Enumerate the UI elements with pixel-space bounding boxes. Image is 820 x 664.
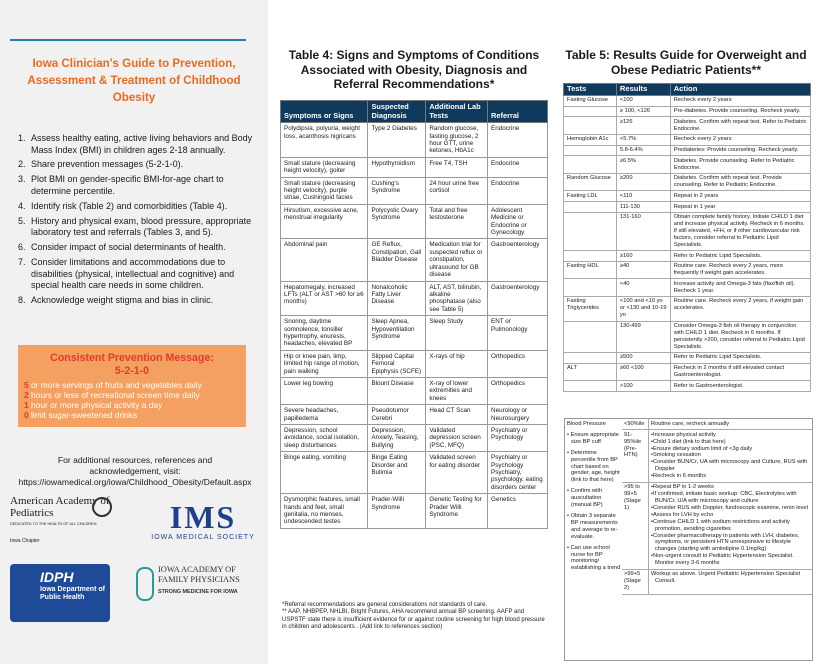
table5-cell: Diabetes. Confirm with repeat test. Refer to Pediatric Endocrine. xyxy=(670,117,810,135)
table-row xyxy=(281,350,548,377)
table5-cell: 130-499 xyxy=(616,321,670,352)
table5-header-row xyxy=(564,84,811,96)
table5-cell: Routine care. Recheck every 2 years, more frequently if weight gain accelerates. xyxy=(670,261,810,279)
table5-cell: Fasting LDL xyxy=(564,191,617,202)
table5 xyxy=(563,83,811,392)
iafp-logo-tagline: STRONG MEDICINE FOR IOWA xyxy=(158,589,238,595)
table4-cell: Hepatomegaly, increased LFTs (ALT or AST >60 for ≥6 months) xyxy=(281,281,368,316)
table-row xyxy=(564,202,811,213)
step-number: 8. xyxy=(18,295,26,306)
table4-cell: Snoring, daytime somnolence, tonsiller hypertrophy, enuresis, headaches, elevated BP xyxy=(281,316,368,351)
table5-cell: Repeat in 1 year xyxy=(670,202,810,213)
table5-cell xyxy=(564,145,617,156)
table4-cell: Small stature (decreasing height velocity), goiter xyxy=(281,157,368,177)
table4-cell: GE Reflux, Constipation, Gall Bladder Disease xyxy=(368,239,426,281)
table-row xyxy=(564,352,811,363)
step-text: Assess healthy eating, active living behaviors and Body Mass Index (BMI) in children ages 2-18 annually. xyxy=(31,133,253,155)
table4-header-cell: Additional Lab Tests xyxy=(426,101,488,123)
table4-header-cell: Suspected Diagnosis xyxy=(368,101,426,123)
table4-cell: Psychiatry or Psychology xyxy=(488,425,548,452)
table4-cell: Prader-Willi Syndrome xyxy=(368,494,426,529)
bp-label: Blood Pressure xyxy=(567,421,606,427)
idph-logo xyxy=(10,560,112,624)
table4-cell: Abdominal pain xyxy=(281,239,368,281)
table5-cell: Pre-diabetes. Provide counseling. Recheck yearly. xyxy=(670,106,810,117)
table5-cell: Diabetes. Confirm with repeat test. Provide counseling. Refer to Pediatric Endocrine. xyxy=(670,173,810,191)
bp-row xyxy=(622,483,813,570)
table5-cell: Obtain complete family history. Initiate CHILD 1 diet and increase physical activity. Recheck in 6 months. If still elevated, +FH, or if other cardiovascular risk factors, consider referral to Pediatric Lipid Specialists. xyxy=(670,212,810,250)
table4-cell: ENT or Pulmonology xyxy=(488,316,548,351)
aap-logo xyxy=(10,495,130,544)
table5-cell: ≥160 xyxy=(616,251,670,262)
prevention-text: or more servings of fruits and vegetables daily xyxy=(28,380,202,390)
step-item xyxy=(18,174,258,197)
table4-cell: Nonalcoholic Fatty Liver Disease xyxy=(368,281,426,316)
table4-cell: Depression, Anxiety, Teasing, Bullying xyxy=(368,425,426,452)
bp-actions xyxy=(648,483,813,569)
bp-row xyxy=(622,570,813,595)
table5-cell: Diabetes. Provide counseling. Refer to Pediatric Endocrine. xyxy=(670,156,810,174)
prevention-number: 5 xyxy=(24,380,29,390)
resources-block xyxy=(10,455,260,488)
table4-header-cell: Referral xyxy=(488,101,548,123)
bp-action: •Consider pharmacotherapy in patients with LVH, diabetes, symptoms, or persistent HTN unresponsive to lifestyle changes (starting with amlodipine 0.1mg/kg) xyxy=(651,532,800,553)
bp-notes xyxy=(567,432,621,572)
guide-title: Iowa Clinician's Guide to Prevention, Assessment & Treatment of Childhood Obesity xyxy=(27,57,241,104)
table4-cell: Free T4, TSH xyxy=(426,157,488,177)
table5-cell: Recheck every 2 years xyxy=(670,95,810,106)
table4-cell: Total and free testosterone xyxy=(426,204,488,239)
table4-cell: Head CT Scan xyxy=(426,405,488,425)
table5-cell: Increase activity and Omega-3 fats (flax/fish oil). Recheck 1 year. xyxy=(670,279,810,297)
table5-cell xyxy=(564,156,617,174)
table-row xyxy=(564,297,811,322)
table5-cell: >100 xyxy=(616,381,670,392)
table4-cell: Cushing's Syndrome xyxy=(368,177,426,204)
step-number: 1. xyxy=(18,133,26,143)
table5-cell: 131-160 xyxy=(616,212,670,250)
step-item xyxy=(18,257,258,292)
table-row xyxy=(281,157,548,177)
table4-cell: Orthopedics xyxy=(488,350,548,377)
step-item xyxy=(18,201,258,213)
ims-logo-name: IOWA MEDICAL SOCIETY xyxy=(151,534,255,541)
table4-cell: Gastroenterology xyxy=(488,239,548,281)
caduceus-icon xyxy=(136,567,154,601)
prevention-text: hour or more physical activity a day xyxy=(28,400,163,410)
bp-action: •Recheck in 6 months xyxy=(651,473,707,480)
table4-cell: X-rays of hip xyxy=(426,350,488,377)
bp-note: • Ensure appropriate size BP cuff xyxy=(567,431,619,445)
table4-cell: Neurology or Neurosurgery xyxy=(488,405,548,425)
prevention-text: hours or less of recreational screen time daily xyxy=(28,390,200,400)
table4-cell: Validated depression screen (PSC, MFQ) xyxy=(426,425,488,452)
table4-cell: Type 2 Diabetes xyxy=(368,123,426,158)
table-row xyxy=(564,134,811,145)
table4-cell: Endocrine xyxy=(488,177,548,204)
aap-seal-icon xyxy=(92,497,112,517)
prevention-message-box xyxy=(18,345,246,427)
table-row xyxy=(564,173,811,191)
step-text: Consider impact of social determinants of health. xyxy=(31,242,226,253)
table4-cell: Severe headaches, papilledema xyxy=(281,405,368,425)
table5-cell xyxy=(564,321,617,352)
step-number: 2. xyxy=(18,159,26,170)
table5-cell: Prediabetes: Provide counseling. Recheck yearly. xyxy=(670,145,810,156)
table4-cell: Slipped Capital Femoral Epiphysis (SCFE) xyxy=(368,350,426,377)
table5-cell: <5.7% xyxy=(616,134,670,145)
table4-cell: Gastroenterology xyxy=(488,281,548,316)
ims-logo xyxy=(148,500,258,541)
table-row xyxy=(281,281,548,316)
table-row xyxy=(564,156,811,174)
bp-action: •Child 1 diet (link to that here) xyxy=(651,438,726,445)
table5-cell: ≥500 xyxy=(616,352,670,363)
table-row xyxy=(564,95,811,106)
table5-cell: <110 xyxy=(616,191,670,202)
bp-note: • Obtain 3 separate BP measurements and average to re-evaluate. xyxy=(567,512,618,540)
prevention-message-rows xyxy=(24,380,240,420)
bp-action: •Consider RUS with Doppler, fundoscopic examine, renin level xyxy=(651,504,808,511)
table-row xyxy=(564,191,811,202)
table5-cell xyxy=(564,117,617,135)
bp-result: >95 to 99+5 (Stage 1) xyxy=(624,484,641,511)
table-row xyxy=(564,363,811,381)
step-item xyxy=(18,216,258,239)
table4-cell: Psychiatry or Psychology Psychiatry, psychology, eating disorders center xyxy=(488,452,548,494)
table-row xyxy=(281,177,548,204)
table4-cell: Sleep Study xyxy=(426,316,488,351)
table5-cell: ≥6.5% xyxy=(616,156,670,174)
bp-result: >99+5 (Stage 2) xyxy=(624,571,641,592)
resources-line2: acknowledgement, visit: xyxy=(89,466,181,476)
partner-logos xyxy=(8,495,263,660)
table4-cell: Adolescent Medicine or Endocrine or Gynecology xyxy=(488,204,548,239)
bp-action: •Continue CHILD 1 with sodium restrictions and activity promotion, avoiding cigarettes xyxy=(651,518,790,532)
table5-cell: Recheck every 2 years xyxy=(670,134,810,145)
table4-header-cell: Symptoms or Signs xyxy=(281,101,368,123)
step-item xyxy=(18,242,258,254)
table-row xyxy=(281,239,548,281)
prevention-number: 1 xyxy=(24,400,29,410)
table5-header-cell: Tests xyxy=(564,84,617,96)
bp-action: Workup as above. Urgent Pediatric Hypertension Specialist Consult. xyxy=(651,571,801,585)
bp-note: • Confirm with auscultation (manual BP) xyxy=(567,488,603,509)
bp-action: Routine care, recheck annually xyxy=(651,420,730,427)
bp-action: •Consider BUN/Cr, UA with microscopy and Culture, RUS with Doppler xyxy=(651,459,808,473)
table5-cell: Fasting Triglycerides xyxy=(564,297,617,322)
table4-title: Table 4: Signs and Symptoms of Conditions Associated with Obesity, Diagnosis and Referral Recommendations* xyxy=(288,48,540,91)
bp-actions xyxy=(648,570,813,594)
table-row xyxy=(564,251,811,262)
step-number: 6. xyxy=(18,242,26,253)
step-number: 5. xyxy=(18,215,26,226)
bp-result: 91-95%ile (Pre-HTN) xyxy=(624,431,642,459)
aap-logo-name: American Academy of Pediatrics xyxy=(10,495,110,519)
table-row xyxy=(564,212,811,250)
step-text: Share prevention messages (5-2-1-0). xyxy=(31,159,184,170)
top-divider xyxy=(10,39,246,41)
table5-cell: ≥200 xyxy=(616,173,670,191)
table5-cell xyxy=(564,212,617,250)
prevention-row xyxy=(24,390,240,400)
resources-link[interactable]: https://iowamedical.org/iowa/Childhood_Obesity/Default.aspx xyxy=(18,477,252,487)
table5-cell: ≥40 xyxy=(616,261,670,279)
table5-cell: Repeat in 2 years xyxy=(670,191,810,202)
table4-footnotes xyxy=(282,602,548,632)
bp-actions xyxy=(648,419,813,429)
bp-action: •Increase physical activity xyxy=(651,431,716,438)
table5-cell xyxy=(564,202,617,213)
table-row xyxy=(564,145,811,156)
table-row xyxy=(564,279,811,297)
table-row xyxy=(564,321,811,352)
table5-cell: Hemoglobin A1c xyxy=(564,134,617,145)
table-row xyxy=(281,405,548,425)
table5-cell: ≥126 xyxy=(616,117,670,135)
idph-logo-mark: IDPH xyxy=(40,569,74,585)
prevention-row xyxy=(24,380,240,390)
aap-logo-tagline: DEDICATED TO THE HEALTH OF ALL CHILDREN xyxy=(10,522,97,526)
step-item xyxy=(18,295,258,307)
bp-row xyxy=(622,419,813,430)
table4-cell: Validated screen for eating disorder xyxy=(426,452,488,494)
table4-cell: Dysmorphic features, small hands and feet, small genitalia, no menses, undescended testes xyxy=(281,494,368,529)
table5-cell xyxy=(564,106,617,117)
step-text: Acknowledge weight stigma and bias in clinic. xyxy=(31,295,214,306)
table4-cell: Lower leg bowing xyxy=(281,377,368,404)
ims-logo-mark: IMS xyxy=(169,499,237,535)
blood-pressure-section xyxy=(564,418,813,661)
table4-cell: Genetics xyxy=(488,494,548,529)
table4-footnote-1: *Referral recommendations are general considerations not standards of care. xyxy=(282,602,488,608)
bp-note: • Determine percentile from BP chart based on gender, age, height (link to that here) xyxy=(567,449,620,484)
table4-cell: Blount Disease xyxy=(368,377,426,404)
table4-cell: Endocrine xyxy=(488,123,548,158)
prevention-text: limit sugar-sweetened drinks xyxy=(28,410,138,420)
step-text: Plot BMI on gender-specific BMI-for-age chart to determine percentile. xyxy=(31,174,224,196)
bp-result: <90%ile xyxy=(624,420,645,427)
table4-cell: Endocrine xyxy=(488,157,548,177)
table4-header-row xyxy=(281,101,548,123)
table5-cell: Fasting Glucose xyxy=(564,95,617,106)
table5-title: Table 5: Results Guide for Overweight and Obese Pediatric Patients** xyxy=(565,48,807,77)
table4-cell: 24 hour urine free cortisol xyxy=(426,177,488,204)
table4-cell: Depression, school avoidance, social isolation, sleep disturbances xyxy=(281,425,368,452)
table5-cell: <40 xyxy=(616,279,670,297)
table5-cell: Refer to Pediatric Lipid Specialists. xyxy=(670,352,810,363)
step-text: Identify risk (Table 2) and comorbidities (Table 4). xyxy=(31,200,228,211)
bp-action: •If confirmed, initiate basic workup: CBC, Electrolytes with BUN/Cr, U/A with microscopy and culture xyxy=(651,491,797,505)
table4-cell: ALT, AST, bilirubin, alkaline phosphatase (also see Table 5) xyxy=(426,281,488,316)
table4-cell: Polydipsia, polyuria, weight loss, acanthosis nigricans xyxy=(281,123,368,158)
table5-cell: 5.8-6.4% xyxy=(616,145,670,156)
table4-footnote-2: ** AAP, NHBPEP, NHLBI, Bright Futures, AHA recommend annual BP screening. AAFP and USPSTF state there is insufficient evidence for or against routine screening for high blood pressure in children and adolescents . (Add link to references section) xyxy=(282,609,545,631)
table4-cell: Hip or knee pain, limp, limited hip range of motion, pain walking xyxy=(281,350,368,377)
table-row xyxy=(281,425,548,452)
table4-cell: Random glucose, fasting glucose, 2 hour GTT, urine ketones, HbA1c xyxy=(426,123,488,158)
step-item xyxy=(18,133,258,156)
table5-cell: Random Glucose xyxy=(564,173,617,191)
prevention-message-title: Consistent Prevention Message: xyxy=(50,352,214,364)
prevention-number: 2 xyxy=(24,390,29,400)
bp-action: •Repeat BP in 1-2 weeks xyxy=(651,484,714,491)
bp-action: •Ensure dietary sodium limit of <3g daily xyxy=(651,445,753,452)
table4-cell: X-ray of lower extremities and knees xyxy=(426,377,488,404)
table5-cell: Refer to Pediatric Lipid Specialists. xyxy=(670,251,810,262)
table5-cell xyxy=(564,251,617,262)
table-row xyxy=(564,117,811,135)
table-row xyxy=(281,377,548,404)
table4-cell: Polycystic Ovary Syndrome xyxy=(368,204,426,239)
table-row xyxy=(564,106,811,117)
table5-cell: ≥60 <100 xyxy=(616,363,670,381)
table5-cell xyxy=(564,279,617,297)
table5-cell: Consider Omega-3 fish oil therapy in conjunction with CHILD 1 diet. Recheck in 6 months. If persistently >200, consider referral to Pediatric Lipid Specialists. xyxy=(670,321,810,352)
table5-cell: Fasting HDL xyxy=(564,261,617,279)
bp-notes-column xyxy=(567,421,621,572)
prevention-row xyxy=(24,400,240,410)
aap-logo-chapter: Iowa Chapter xyxy=(10,538,40,544)
table4-cell: Sleep Apnea, Hypoventilation Syndrome xyxy=(368,316,426,351)
table5-cell: ALT xyxy=(564,363,617,381)
table5-cell: Recheck in 2 months if still elevated contact Gastroenterologist. xyxy=(670,363,810,381)
table5-header-cell: Results xyxy=(616,84,670,96)
table4-cell: Hirsutism, excessive acne, menstrual irregularity xyxy=(281,204,368,239)
table5-cell: Refer to Gastroenterologist. xyxy=(670,381,810,392)
resources-line1: For additional resources, references and xyxy=(57,455,213,465)
table4-cell: Genetic Testing for Prader Willi Syndrome xyxy=(426,494,488,529)
table-row xyxy=(281,316,548,351)
iafp-logo xyxy=(136,565,260,615)
table-row xyxy=(281,123,548,158)
table4 xyxy=(280,100,548,529)
table-row xyxy=(281,494,548,529)
bp-action: •Non-urgent consult to Pediatric Hypertension Specialist. Monitor every 3-6 months xyxy=(651,553,794,567)
table5-cell xyxy=(564,381,617,392)
bp-rows xyxy=(622,419,813,595)
step-item xyxy=(18,159,258,171)
iafp-logo-name: IOWA ACADEMY OF FAMILY PHYSICIANS xyxy=(158,565,240,584)
step-number: 3. xyxy=(18,174,26,185)
prevention-number: 0 xyxy=(24,410,29,420)
prevention-row xyxy=(24,410,240,420)
bp-row xyxy=(622,430,813,483)
table4-cell: Small stature (decreasing height velocity), purple striae, Cushingoid facies xyxy=(281,177,368,204)
table4-cell: Orthopedics xyxy=(488,377,548,404)
table-row xyxy=(281,452,548,494)
step-number: 4. xyxy=(18,200,26,211)
table5-cell: ≥ 100, <126 xyxy=(616,106,670,117)
table4-cell: Binge eating, vomiting xyxy=(281,452,368,494)
table5-cell: <100 xyxy=(616,95,670,106)
table5-cell: <100 and <10 yo or <130 and 10-19 yo xyxy=(616,297,670,322)
table5-header-cell: Action xyxy=(670,84,810,96)
idph-logo-name: Iowa Department of Public Health xyxy=(40,586,105,601)
table-row xyxy=(281,204,548,239)
table-row xyxy=(564,261,811,279)
table5-cell xyxy=(564,352,617,363)
steps-list xyxy=(18,133,258,310)
left-column xyxy=(0,0,268,664)
table4-cell: Hypothyroidism xyxy=(368,157,426,177)
table5-cell: 111-130 xyxy=(616,202,670,213)
step-number: 7. xyxy=(18,257,26,268)
bp-actions xyxy=(648,430,813,482)
bp-action: •Smoking cessation xyxy=(651,452,701,459)
step-text: History and physical exam, blood pressure, appropriate laboratory test and referrals (Tables 3, and 5). xyxy=(31,215,252,238)
prevention-message-code: 5-2-1-0 xyxy=(114,365,150,377)
table4-cell: Medication trial for suspected reflux or constipation, ultrasound for GB disease xyxy=(426,239,488,281)
bp-action: •Assess for LVH by echo xyxy=(651,511,714,518)
table5-cell: Routine care. Recheck every 2 years, if weight gain accelerates. xyxy=(670,297,810,322)
bp-note: • Can use school nurse for BP monitoring/ establishing a trend xyxy=(567,544,621,572)
table4-cell: Binge Eating Disorder and Bulimia xyxy=(368,452,426,494)
step-text: Consider limitations and accommodations due to disabilities (physical, intellectual and cognitive) and special health care needs in some children. xyxy=(31,257,235,291)
table-row xyxy=(564,381,811,392)
table4-cell: Pseudotumor Cerebri xyxy=(368,405,426,425)
